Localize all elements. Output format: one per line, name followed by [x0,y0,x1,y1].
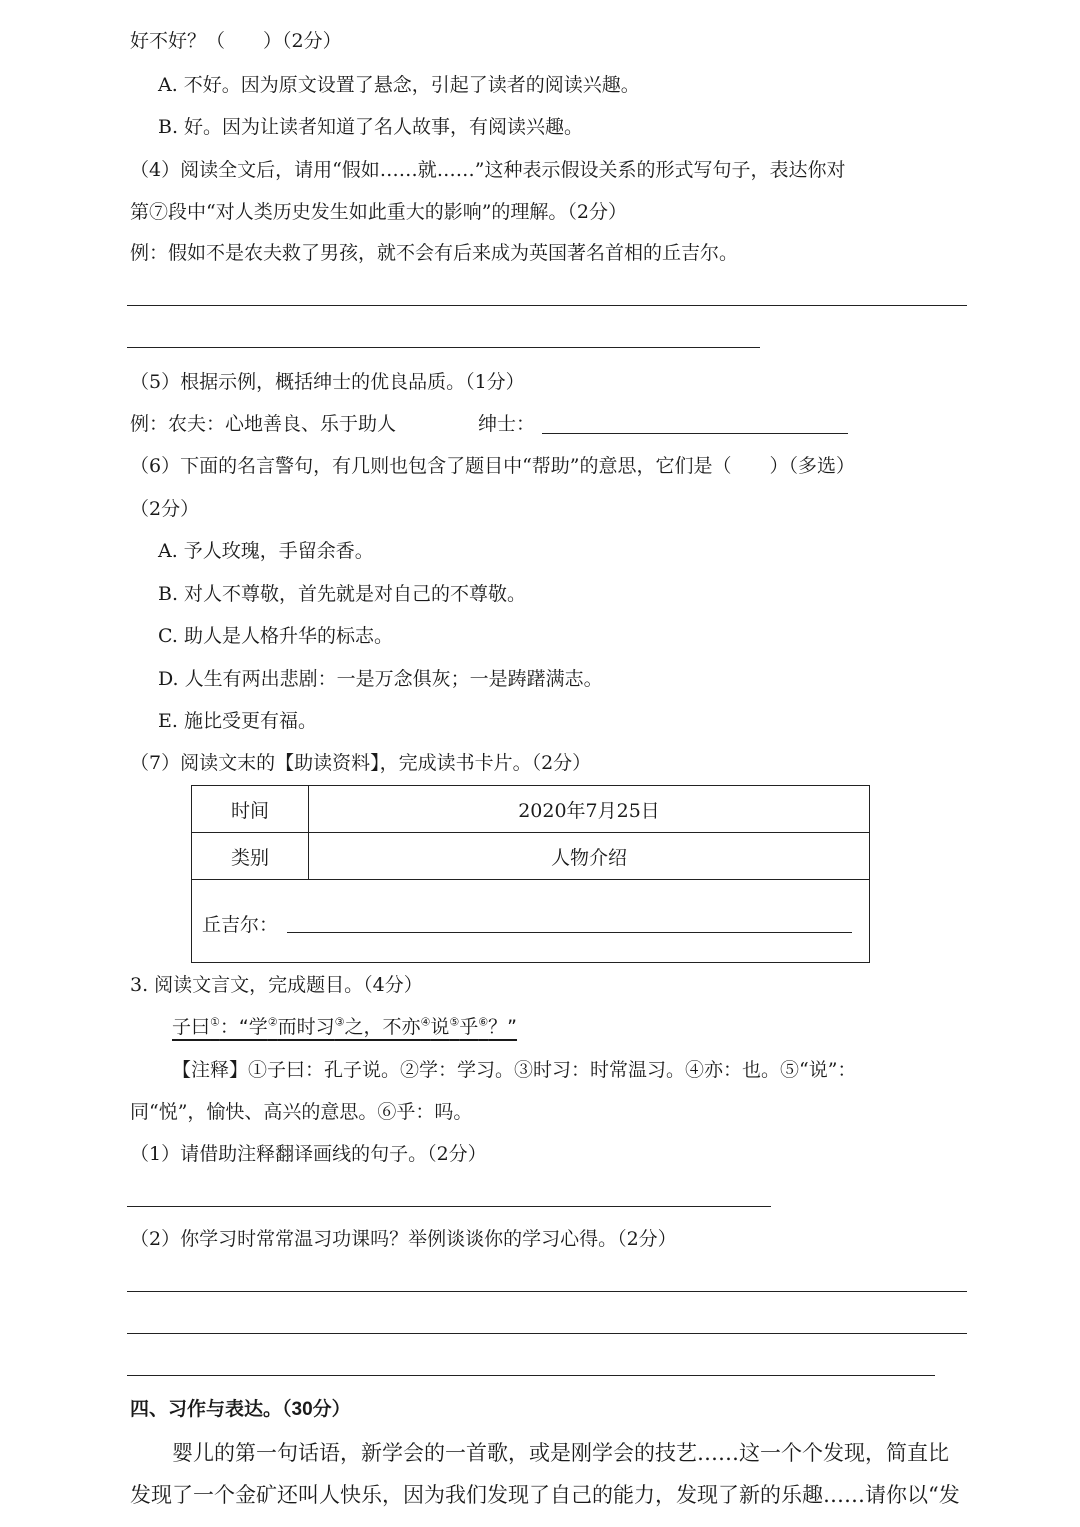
q3-continuation: 好不好？（ ）（2分） [130,30,342,52]
q7-prompt: （7）阅读文末的【助读资料】，完成读书卡片。（2分） [130,752,592,774]
s3-q1-answer-line[interactable] [127,1206,771,1207]
essay-prompt-line1: 婴儿的第一句话语，新学会的一首歌，或是刚学会的技艺……这一个个发现，简直比 [172,1441,949,1465]
card-churchill-label: 丘吉尔： [202,914,279,936]
essay-prompt-line2: 发现了一个金矿还叫人快乐，因为我们发现了自己的能力，发现了新的乐趣……请你以“发 [130,1483,960,1507]
classical-text-part: 而时习 [277,1016,335,1038]
q5-answer-line[interactable] [542,433,848,434]
section3-title: 3. 阅读文言文，完成题目。（4分） [130,974,423,996]
card-category-value: 人物介绍 [309,833,870,880]
reading-card [191,785,870,963]
q4-prompt-line1: （4）阅读全文后，请用“假如……就……”这种表示假设关系的形式写句子，表达你对 [130,159,846,181]
annotation-line2: 同“悦”，愉快、高兴的意思。⑥乎：吗。 [130,1101,473,1123]
footnote-mark: ④ [420,1015,431,1029]
q6-option-b: B. 对人不尊敬，首先就是对自己的不尊敬。 [158,583,527,605]
footnote-mark: ① [210,1015,220,1029]
q6-option-e: E. 施比受更有福。 [158,710,317,732]
classical-text-part: 说 [430,1016,450,1038]
q6-option-d: D. 人生有两出悲剧：一是万念俱灰；一是踌躇满志。 [158,668,603,690]
q6-prompt-line1: （6）下面的名言警句，有几则也包含了题目中“帮助”的意思，它们是（ ）（多选） [130,455,856,477]
q6-option-c: C. 助人是人格升华的标志。 [158,625,393,647]
classical-text-part: 子曰 [172,1016,211,1038]
q4-answer-line-2[interactable] [127,347,760,348]
card-time-label: 时间 [192,786,309,833]
classical-text-part: 乎 [459,1016,479,1038]
q3-option-b: B. 好。因为让读者知道了名人故事，有阅读兴趣。 [158,116,584,138]
q6-option-a: A. 予人玫瑰，手留余香。 [158,540,374,562]
s3-q2-prompt: （2）你学习时常常温习功课吗？举例谈谈你的学习心得。（2分） [130,1228,677,1250]
q4-answer-line-1[interactable] [127,305,967,306]
classical-text-part: ：“学 [219,1016,268,1038]
s3-q2-answer-line-2[interactable] [127,1333,967,1334]
card-churchill-answer-line[interactable] [287,932,852,933]
q5-gentleman-label: 绅士： [478,413,536,435]
s3-q2-answer-line-3[interactable] [127,1375,935,1376]
footnote-mark: ⑤ [449,1015,460,1029]
card-time-value: 2020年7月25日 [309,786,870,833]
card-churchill-row [192,880,870,963]
q6-prompt-line2: （2分） [130,498,200,520]
s3-q1-prompt: （1）请借助注释翻译画线的句子。（2分） [130,1143,487,1165]
section4-title: 四、习作与表达。（30分） [130,1399,351,1420]
classical-text-part: ？” [488,1016,518,1038]
footnote-mark: ② [267,1015,278,1029]
q3-option-a: A. 不好。因为原文设置了悬念，引起了读者的阅读兴趣。 [158,74,640,96]
classical-text-part: 之，不亦 [344,1016,421,1038]
annotation-line1: 【注释】①子曰：孔子说。②学：学习。③时习：时常温习。④亦：也。⑤“说”： [172,1059,857,1081]
q5-prompt: （5）根据示例，概括绅士的优良品质。（1分） [130,371,525,393]
footnote-mark: ③ [334,1015,345,1029]
q4-prompt-line2: 第⑦段中“对人类历史发生如此重大的影响”的理解。（2分） [130,201,628,223]
classical-text [172,1014,517,1040]
s3-q2-answer-line-1[interactable] [127,1291,967,1292]
q4-example: 例：假如不是农夫救了男孩，就不会有后来成为英国著名首相的丘吉尔。 [130,242,739,264]
footnote-mark: ⑥ [478,1015,489,1029]
card-category-label: 类别 [192,833,309,880]
q5-example-farmer: 例：农夫：心地善良、乐于助人 [130,413,397,435]
